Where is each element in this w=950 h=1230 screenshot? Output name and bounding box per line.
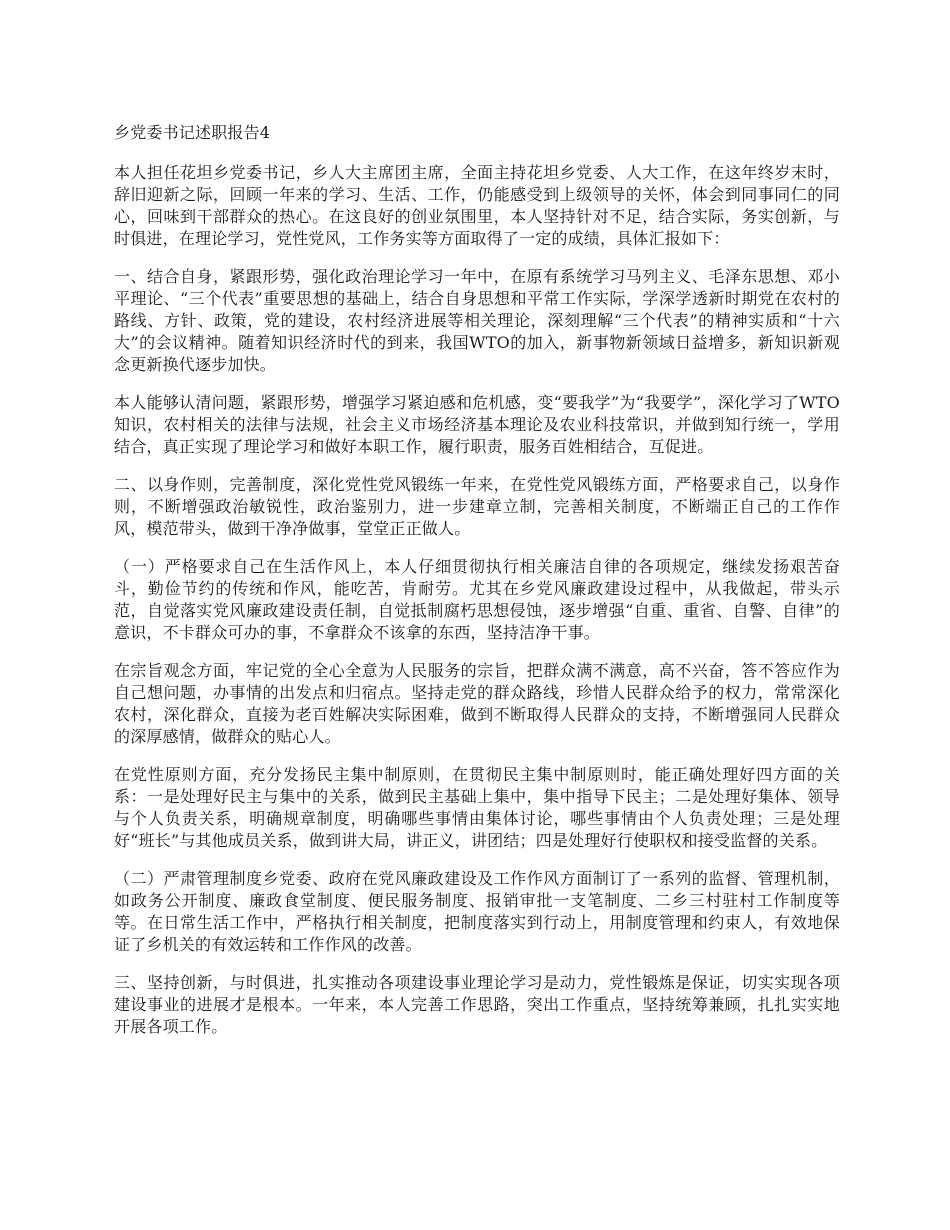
paragraph-purpose: 在宗旨观念方面，牢记党的全心全意为人民服务的宗旨，把群众满不满意，高不兴奋，答不答应作为自己想问题，办事情的出发点和归宿点。坚持走党的群众路线，珍惜人民群众给予的权力，常常深化农村，深化群众，直接为老百姓解决实际困难，做到不断取得人民群众的支持，不断增强同人民群众的深厚感情，做群众的贴心人。 [114, 661, 840, 746]
document-title: 乡党委书记述职报告4 [114, 123, 271, 142]
document-page [114, 122, 840, 1054]
paragraph-section-1: 一、结合自身，紧跟形势，强化政治理论学习一年中，在原有系统学习马列主义、毛泽东思想、邓小平理论、“三个代表”重要思想的基础上，结合自身思想和平常工作实际，学深学透新时期党在农村的路线、方针、政策，党的建设，农村经济进展等相关理论，深刻理解“三个代表”的精神实质和“十六大”的会议精神。随着知识经济时代的到来，我国WTO的加入，新事物新领域日益增多，新知识新观念更新换代逐步加快。 [114, 267, 840, 374]
paragraph-section-1-cont: 本人能够认清问题，紧跟形势，增强学习紧迫感和危机感，变“要我学”为“我要学”，深化学习了WTO知识，农村相关的法律与法规，社会主义市场经济基本理论及农业科技常识，并做到知行统一，学用结合，真正实现了理论学习和做好本职工作，履行职责，服务百姓相结合，互促进。 [114, 393, 840, 456]
paragraph-intro: 本人担任花坦乡党委书记，乡人大主席团主席，全面主持花坦乡党委、人大工作，在这年终岁末时，辞旧迎新之际，回顾一年来的学习、生活、工作，仍能感受到上级领导的关怀，体会到同事同仁的同心，回味到干部群众的热心。在这良好的创业氛围里，本人坚持针对不足，结合实际，务实创新，与时俱进，在理论学习，党性党风，工作务实等方面取得了一定的成绩，具体汇报如下： [114, 163, 840, 248]
paragraph-section-2-2: （二）严肃管理制度乡党委、政府在党风廉政建设及工作作风方面制订了一系列的监督、管理机制，如政务公开制度、廉政食堂制度、便民服务制度、报销审批一支笔制度、二乡三村驻村工作制度等等。在日常生活工作中，严格执行相关制度，把制度落实到行动上，用制度管理和约束人，有效地保证了乡机关的有效运转和工作作风的改善。 [114, 869, 840, 954]
paragraph-principle: 在党性原则方面，充分发扬民主集中制原则，在贯彻民主集中制原则时，能正确处理好四方面的关系：一是处理好民主与集中的关系，做到民主基础上集中，集中指导下民主；二是处理好集体、领导与个人负责关系，明确规章制度，明确哪些事情由集体讨论，哪些事情由个人负责处理；三是处理好“班长”与其他成员关系，做到讲大局，讲正义，讲团结；四是处理好行使职权和接受监督的关系。 [114, 765, 840, 850]
paragraph-section-2-1: （一）严格要求自己在生活作风上，本人仔细贯彻执行相关廉洁自律的各项规定，继续发扬艰苦奋斗，勤俭节约的传统和作风，能吃苦，肯耐劳。尤其在乡党风廉政建设过程中，从我做起，带头示范，自觉落实党风廉政建设责任制，自觉抵制腐朽思想侵蚀，逐步增强“自重、重省、自警、自律”的意识，不卡群众可办的事，不拿群众不该拿的东西，坚持洁净干事。 [114, 557, 840, 642]
paragraph-section-2: 二、以身作则，完善制度，深化党性党风锻练一年来，在党性党风锻练方面，严格要求自己，以身作则，不断增强政治敏锐性，政治鉴别力，进一步建章立制，完善相关制度，不断端正自己的工作作风，模范带头，做到干净净做事，堂堂正正做人。 [114, 475, 840, 538]
paragraph-section-3: 三、坚持创新，与时俱进，扎实推动各项建设事业理论学习是动力，党性锻炼是保证，切实实现各项建设事业的进展才是根本。一年来，本人完善工作思路，突出工作重点，坚持统筹兼顾，扎扎实实地开展各项工作。 [114, 973, 840, 1036]
